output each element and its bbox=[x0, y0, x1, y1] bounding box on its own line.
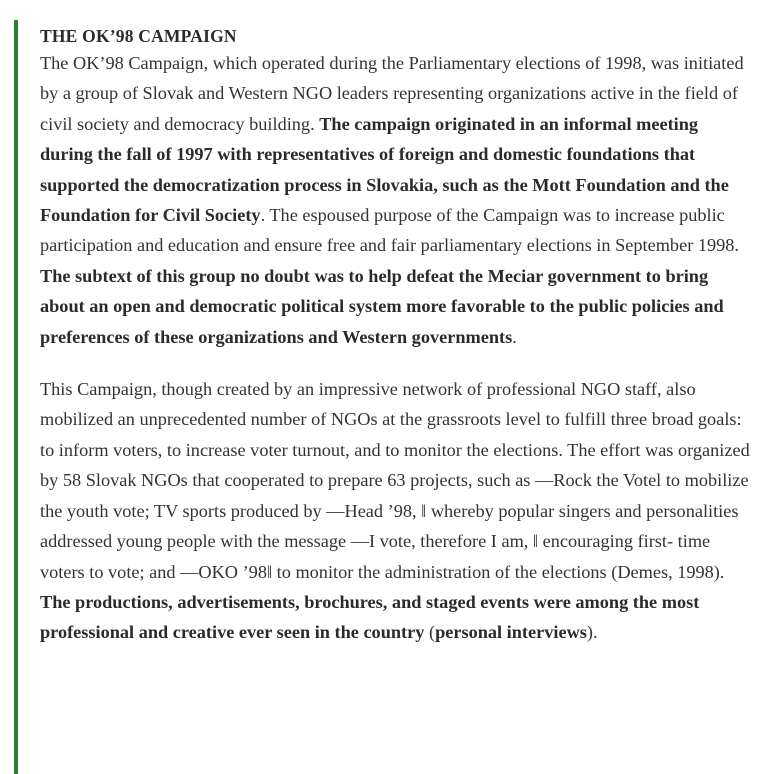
paragraph-1 bbox=[40, 48, 750, 352]
p1-bold-2: The subtext of this group no doubt was to help defeat the Meciar government to bring about an open and democratic political system more favorable to the public policies and preferences of these organizations and Western governments bbox=[40, 265, 724, 347]
p2-bold-1: The productions, advertisements, brochures, and staged events were among the most professional and creative ever seen in the country bbox=[40, 591, 700, 643]
p1-text-2: . The espoused purpose of the Campaign was to increase public participation and education and ensure free and fair parliamentary elections in September 1998. bbox=[40, 205, 739, 256]
p2-bold-2: personal interviews bbox=[435, 622, 587, 643]
paragraph-2 bbox=[40, 374, 750, 648]
p1-text-1: The OK’98 Campaign, which operated during the Parliamentary elections of 1998, was initiated by a group of Slovak and Western NGO leaders representing organizations active in the field of civil society and democracy building. bbox=[40, 53, 744, 134]
section-heading: THE OK’98 CAMPAIGN bbox=[40, 26, 237, 46]
p2-text-2: ( bbox=[424, 622, 436, 643]
p1-text-3: . bbox=[512, 326, 517, 347]
p2-text-3: ). bbox=[586, 622, 598, 643]
blockquote bbox=[14, 20, 750, 774]
p1-bold-1: The campaign originated in an informal meeting during the fall of 1997 with representatives of foreign and domestic foundations that supported the democratization process in Slovakia, such as the Mott Foundation and the Foundation for Civil Society bbox=[40, 113, 729, 226]
p2-text-1: This Campaign, though created by an impressive network of professional NGO staff, also mobilized an unprecedented number of NGOs at the grassroots level to fulfill three broad goals: to inform voters, to increase voter turnout, and to monitor the elections. The effort was organized by 58 Slovak NGOs that cooperated to prepare 63 projects, such as —Rock the Votel to mobilize the youth vote; TV sports produced by —Head ’98, ‖ whereby popular singers and personalities addressed young people with the message —I vote, therefore I am, ‖ encouraging first- time voters to vote; and —OKO ’98‖ to monitor the administration of the elections (Demes, 1998). bbox=[40, 379, 750, 582]
